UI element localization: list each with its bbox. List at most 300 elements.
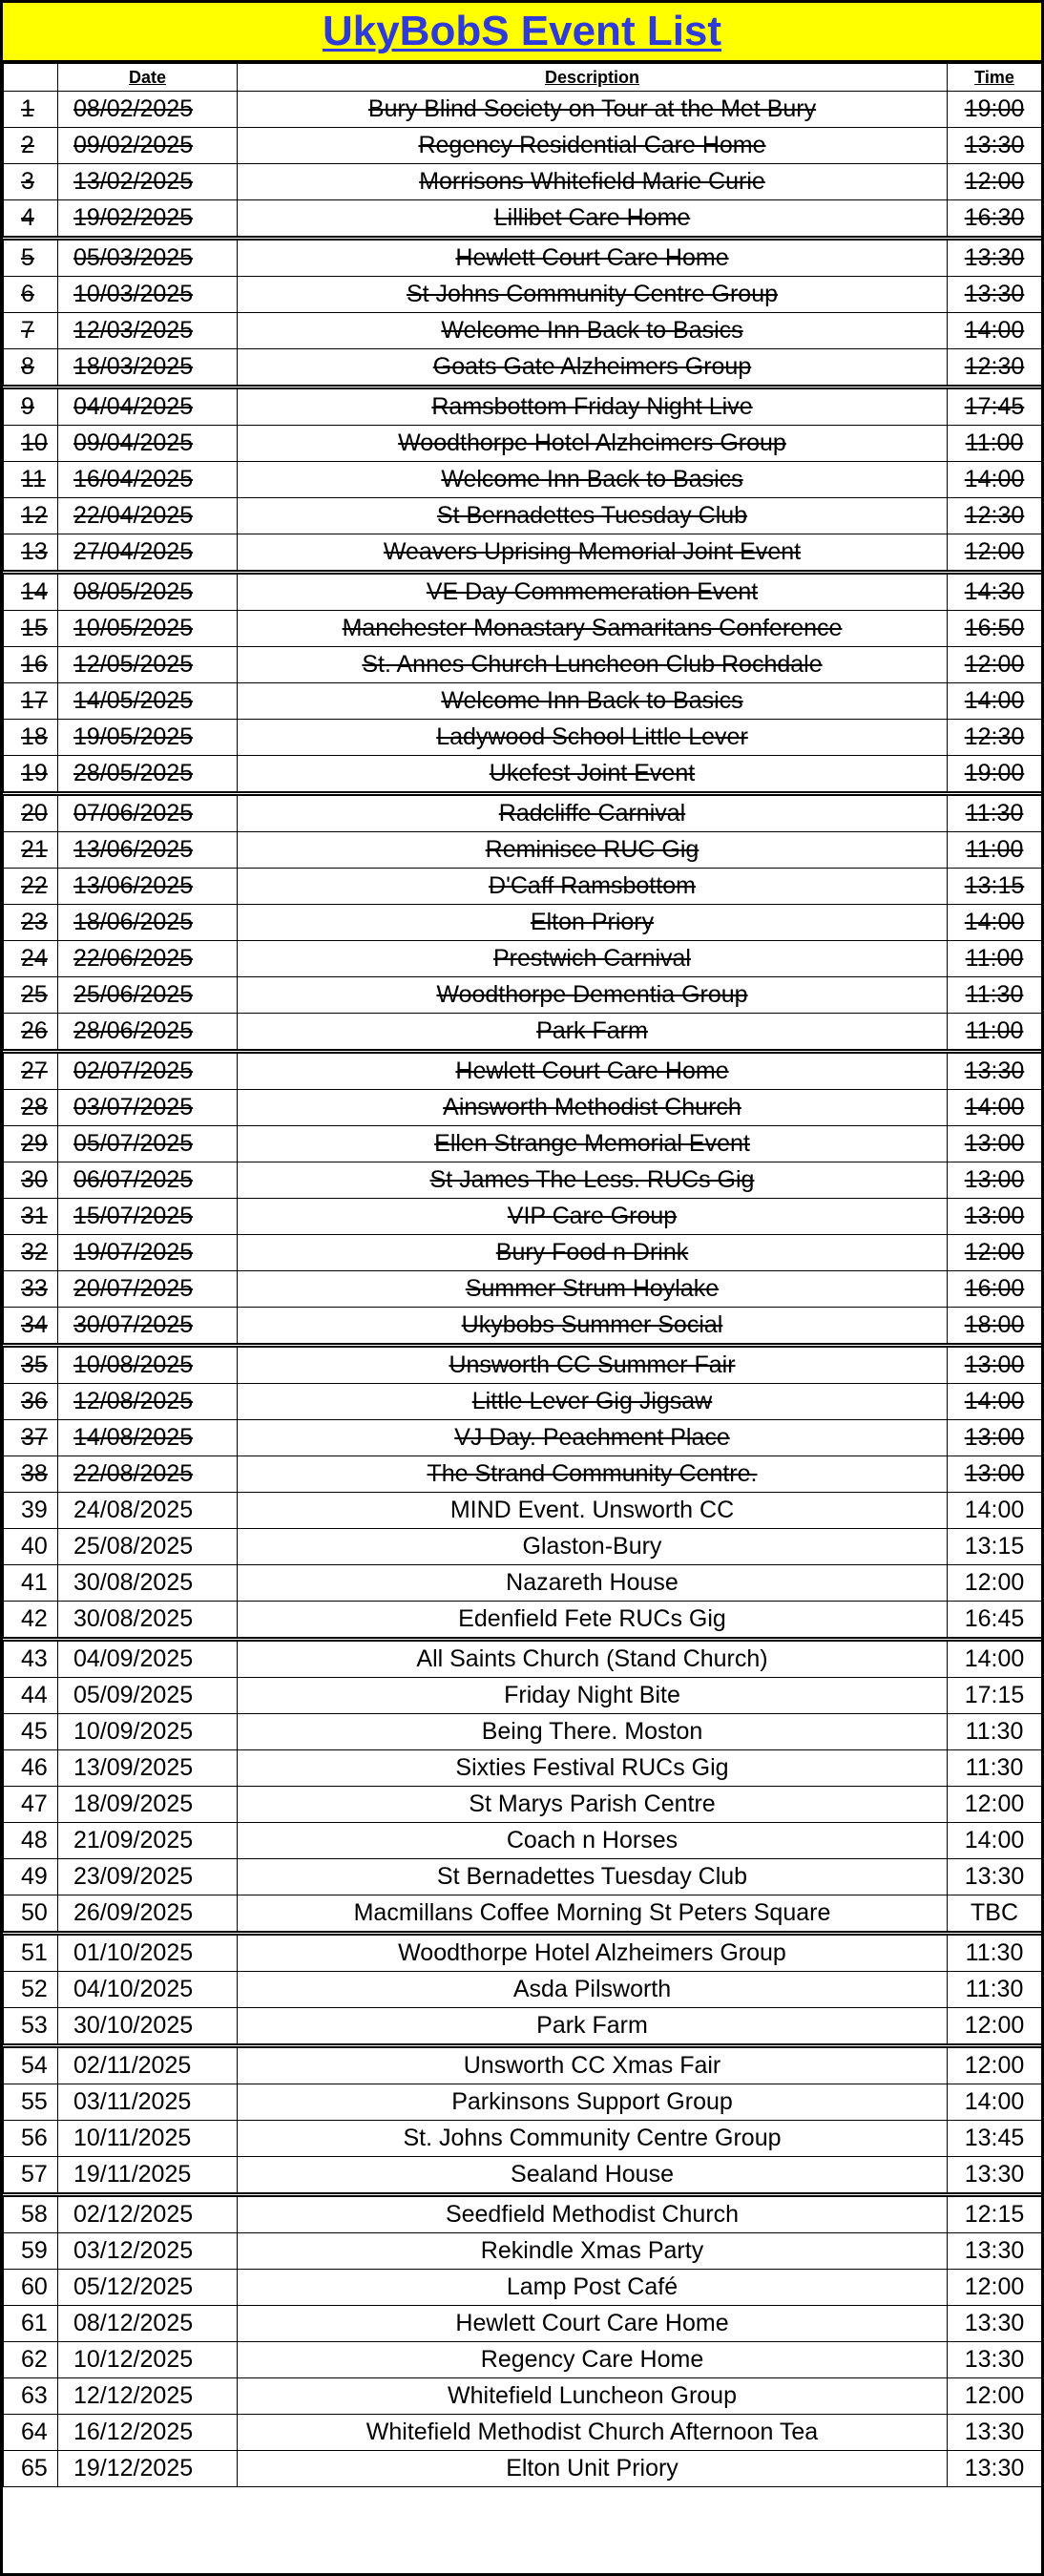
event-description: The Strand Community Centre. (238, 1456, 948, 1493)
event-date: 19/11/2025 (58, 2157, 238, 2195)
page-title: UkyBobS Event List (322, 8, 722, 54)
event-number: 44 (4, 1678, 58, 1714)
event-number: 64 (4, 2415, 58, 2451)
table-row (4, 92, 1042, 128)
event-time: 12:30 (948, 498, 1042, 534)
event-description: Glaston-Bury (238, 1529, 948, 1565)
event-time: 12:00 (948, 2008, 1042, 2046)
header-row (4, 64, 1042, 92)
header-description: Description (238, 64, 948, 92)
table-row (4, 1529, 1042, 1565)
event-description: Hewlett Court Care Home (238, 239, 948, 277)
event-description: Macmillans Coffee Morning St Peters Square (238, 1895, 948, 1934)
table-row (4, 1384, 1042, 1420)
event-date: 25/08/2025 (58, 1529, 238, 1565)
table-row (4, 2046, 1042, 2084)
event-date: 21/09/2025 (58, 1823, 238, 1859)
event-date: 03/07/2025 (58, 1090, 238, 1126)
event-date: 13/06/2025 (58, 832, 238, 869)
table-row (4, 387, 1042, 426)
event-description: St. Annes Church Luncheon Club Rochdale (238, 647, 948, 683)
event-date: 13/02/2025 (58, 164, 238, 200)
event-date: 05/09/2025 (58, 1678, 238, 1714)
event-number: 52 (4, 1972, 58, 2008)
event-description: Hewlett Court Care Home (238, 1052, 948, 1090)
event-time: 14:00 (948, 905, 1042, 941)
header-num (4, 64, 58, 92)
table-row (4, 128, 1042, 164)
event-number: 63 (4, 2378, 58, 2415)
event-time: 18:00 (948, 1308, 1042, 1346)
event-description: Unsworth CC Xmas Fair (238, 2046, 948, 2084)
event-date: 18/03/2025 (58, 349, 238, 387)
table-row (4, 164, 1042, 200)
event-date: 23/09/2025 (58, 1859, 238, 1895)
table-row (4, 832, 1042, 869)
table-row (4, 2378, 1042, 2415)
header-time: Time (948, 64, 1042, 92)
event-description: Goats Gate Alzheimers Group (238, 349, 948, 387)
event-number: 1 (4, 92, 58, 128)
event-description: Ladywood School Little Lever (238, 720, 948, 756)
table-row (4, 1602, 1042, 1640)
event-description: Edenfield Fete RUCs Gig (238, 1602, 948, 1640)
event-time: 13:30 (948, 2306, 1042, 2342)
event-date: 09/04/2025 (58, 426, 238, 462)
table-row (4, 1126, 1042, 1162)
table-row (4, 1162, 1042, 1199)
event-time: 13:45 (948, 2121, 1042, 2157)
event-number: 33 (4, 1271, 58, 1308)
table-row (4, 1346, 1042, 1384)
table-row (4, 1714, 1042, 1750)
event-description: Ramsbottom Friday Night Live (238, 387, 948, 426)
event-number: 9 (4, 387, 58, 426)
table-row (4, 2084, 1042, 2121)
event-number: 8 (4, 349, 58, 387)
event-description: Hewlett Court Care Home (238, 2306, 948, 2342)
event-date: 05/12/2025 (58, 2270, 238, 2306)
table-row (4, 239, 1042, 277)
table-row (4, 1750, 1042, 1787)
event-time: 12:00 (948, 1565, 1042, 1602)
event-description: Little Lever Gig Jigsaw (238, 1384, 948, 1420)
event-number: 43 (4, 1640, 58, 1678)
event-time: 13:00 (948, 1199, 1042, 1235)
event-time: 13:30 (948, 2451, 1042, 2487)
event-number: 26 (4, 1014, 58, 1052)
event-date: 14/05/2025 (58, 683, 238, 720)
table-row (4, 1420, 1042, 1456)
event-number: 34 (4, 1308, 58, 1346)
table-row (4, 683, 1042, 720)
event-number: 28 (4, 1090, 58, 1126)
event-number: 27 (4, 1052, 58, 1090)
table-row (4, 1456, 1042, 1493)
event-description: Welcome Inn Back to Basics (238, 683, 948, 720)
event-description: Elton Priory (238, 905, 948, 941)
event-date: 06/07/2025 (58, 1162, 238, 1199)
table-row (4, 1678, 1042, 1714)
table-row (4, 647, 1042, 683)
table-row (4, 1640, 1042, 1678)
event-time: 13:30 (948, 2342, 1042, 2378)
event-date: 05/07/2025 (58, 1126, 238, 1162)
table-row (4, 1787, 1042, 1823)
event-time: 11:30 (948, 1714, 1042, 1750)
event-time: 13:30 (948, 277, 1042, 313)
event-date: 15/07/2025 (58, 1199, 238, 1235)
event-description: Regency Care Home (238, 2342, 948, 2378)
table-row (4, 2415, 1042, 2451)
table-row (4, 1308, 1042, 1346)
event-time: 11:00 (948, 1014, 1042, 1052)
event-number: 6 (4, 277, 58, 313)
event-time: 11:30 (948, 1750, 1042, 1787)
event-date: 22/06/2025 (58, 941, 238, 977)
table-row (4, 1271, 1042, 1308)
event-time: 13:30 (948, 2415, 1042, 2451)
event-time: 17:45 (948, 387, 1042, 426)
event-number: 4 (4, 200, 58, 239)
event-time: TBC (948, 1895, 1042, 1934)
event-time: 13:00 (948, 1126, 1042, 1162)
event-number: 54 (4, 2046, 58, 2084)
event-description: Regency Residential Care Home (238, 128, 948, 164)
event-number: 25 (4, 977, 58, 1014)
table-row (4, 2270, 1042, 2306)
event-date: 13/06/2025 (58, 869, 238, 905)
event-description: Bury Food n Drink (238, 1235, 948, 1271)
table-row (4, 794, 1042, 832)
event-time: 13:30 (948, 2157, 1042, 2195)
event-date: 16/12/2025 (58, 2415, 238, 2451)
event-date: 19/12/2025 (58, 2451, 238, 2487)
event-number: 56 (4, 2121, 58, 2157)
event-date: 22/08/2025 (58, 1456, 238, 1493)
table-row (4, 2121, 1042, 2157)
table-row (4, 1235, 1042, 1271)
event-time: 14:00 (948, 1090, 1042, 1126)
event-number: 41 (4, 1565, 58, 1602)
event-time: 16:30 (948, 200, 1042, 239)
event-number: 11 (4, 462, 58, 498)
table-row (4, 905, 1042, 941)
event-description: Parkinsons Support Group (238, 2084, 948, 2121)
events-table (3, 63, 1042, 2487)
event-number: 35 (4, 1346, 58, 1384)
event-date: 03/12/2025 (58, 2233, 238, 2270)
table-row (4, 1823, 1042, 1859)
event-date: 08/05/2025 (58, 573, 238, 611)
event-date: 10/09/2025 (58, 1714, 238, 1750)
event-number: 47 (4, 1787, 58, 1823)
event-time: 11:30 (948, 977, 1042, 1014)
event-description: St Marys Parish Centre (238, 1787, 948, 1823)
event-time: 12:00 (948, 164, 1042, 200)
event-time: 11:30 (948, 794, 1042, 832)
table-row (4, 1972, 1042, 2008)
event-date: 10/05/2025 (58, 611, 238, 647)
event-time: 13:00 (948, 1346, 1042, 1384)
event-date: 12/08/2025 (58, 1384, 238, 1420)
event-date: 10/11/2025 (58, 2121, 238, 2157)
event-date: 02/12/2025 (58, 2195, 238, 2233)
header-date: Date (58, 64, 238, 92)
event-number: 55 (4, 2084, 58, 2121)
event-number: 36 (4, 1384, 58, 1420)
event-description: VE Day Commemeration Event (238, 573, 948, 611)
event-date: 16/04/2025 (58, 462, 238, 498)
event-time: 12:30 (948, 349, 1042, 387)
event-number: 51 (4, 1934, 58, 1972)
event-date: 30/08/2025 (58, 1565, 238, 1602)
event-date: 12/12/2025 (58, 2378, 238, 2415)
event-time: 16:50 (948, 611, 1042, 647)
event-description: St Bernadettes Tuesday Club (238, 1859, 948, 1895)
event-number: 53 (4, 2008, 58, 2046)
event-date: 08/12/2025 (58, 2306, 238, 2342)
event-description: Morrisons Whitefield Marie Curie (238, 164, 948, 200)
event-number: 65 (4, 2451, 58, 2487)
event-description: Prestwich Carnival (238, 941, 948, 977)
event-date: 07/06/2025 (58, 794, 238, 832)
event-number: 50 (4, 1895, 58, 1934)
event-number: 10 (4, 426, 58, 462)
event-time: 12:00 (948, 1787, 1042, 1823)
event-number: 22 (4, 869, 58, 905)
event-description: Weavers Uprising Memorial Joint Event (238, 534, 948, 573)
event-date: 30/07/2025 (58, 1308, 238, 1346)
event-description: Welcome Inn Back to Basics (238, 462, 948, 498)
event-date: 30/08/2025 (58, 1602, 238, 1640)
event-number: 31 (4, 1199, 58, 1235)
event-description: St James The Less. RUCs Gig (238, 1162, 948, 1199)
event-time: 13:30 (948, 2233, 1042, 2270)
event-number: 49 (4, 1859, 58, 1895)
event-description: Asda Pilsworth (238, 1972, 948, 2008)
event-description: Rekindle Xmas Party (238, 2233, 948, 2270)
event-date: 22/04/2025 (58, 498, 238, 534)
event-date: 26/09/2025 (58, 1895, 238, 1934)
event-date: 05/03/2025 (58, 239, 238, 277)
event-number: 15 (4, 611, 58, 647)
event-description: St Bernadettes Tuesday Club (238, 498, 948, 534)
table-row (4, 277, 1042, 313)
table-row (4, 498, 1042, 534)
table-row (4, 1493, 1042, 1529)
event-time: 14:00 (948, 1384, 1042, 1420)
table-row (4, 1565, 1042, 1602)
event-description: Ukefest Joint Event (238, 756, 948, 794)
event-time: 13:15 (948, 869, 1042, 905)
event-time: 12:00 (948, 534, 1042, 573)
table-row (4, 2451, 1042, 2487)
table-row (4, 977, 1042, 1014)
table-row (4, 1052, 1042, 1090)
event-time: 14:00 (948, 2084, 1042, 2121)
event-number: 37 (4, 1420, 58, 1456)
event-number: 60 (4, 2270, 58, 2306)
event-number: 2 (4, 128, 58, 164)
event-date: 24/08/2025 (58, 1493, 238, 1529)
event-time: 14:30 (948, 573, 1042, 611)
event-date: 04/10/2025 (58, 1972, 238, 2008)
event-description: Whitefield Methodist Church Afternoon Tea (238, 2415, 948, 2451)
event-number: 45 (4, 1714, 58, 1750)
event-description: Coach n Horses (238, 1823, 948, 1859)
event-time: 13:30 (948, 1859, 1042, 1895)
event-time: 19:00 (948, 92, 1042, 128)
event-number: 38 (4, 1456, 58, 1493)
event-description: MIND Event. Unsworth CC (238, 1493, 948, 1529)
event-time: 11:00 (948, 941, 1042, 977)
event-description: Nazareth House (238, 1565, 948, 1602)
table-row (4, 1859, 1042, 1895)
event-date: 14/08/2025 (58, 1420, 238, 1456)
table-row (4, 2008, 1042, 2046)
event-number: 58 (4, 2195, 58, 2233)
event-number: 3 (4, 164, 58, 200)
event-time: 13:00 (948, 1162, 1042, 1199)
event-time: 13:15 (948, 1529, 1042, 1565)
event-description: Elton Unit Priory (238, 2451, 948, 2487)
event-number: 14 (4, 573, 58, 611)
event-date: 25/06/2025 (58, 977, 238, 1014)
event-number: 18 (4, 720, 58, 756)
table-row (4, 573, 1042, 611)
table-row (4, 349, 1042, 387)
event-date: 28/05/2025 (58, 756, 238, 794)
event-date: 10/08/2025 (58, 1346, 238, 1384)
table-row (4, 720, 1042, 756)
event-description: Woodthorpe Hotel Alzheimers Group (238, 1934, 948, 1972)
event-description: Lillibet Care Home (238, 200, 948, 239)
event-time: 17:15 (948, 1678, 1042, 1714)
event-time: 14:00 (948, 1640, 1042, 1678)
event-description: St. Johns Community Centre Group (238, 2121, 948, 2157)
event-description: Radcliffe Carnival (238, 794, 948, 832)
event-number: 17 (4, 683, 58, 720)
event-number: 61 (4, 2306, 58, 2342)
event-date: 02/07/2025 (58, 1052, 238, 1090)
event-date: 12/03/2025 (58, 313, 238, 349)
event-time: 14:00 (948, 1493, 1042, 1529)
event-time: 12:30 (948, 720, 1042, 756)
table-row (4, 426, 1042, 462)
table-row (4, 756, 1042, 794)
event-date: 19/02/2025 (58, 200, 238, 239)
event-description: Ellen Strange Memorial Event (238, 1126, 948, 1162)
event-description: Summer Strum Hoylake (238, 1271, 948, 1308)
event-time: 14:00 (948, 462, 1042, 498)
event-date: 13/09/2025 (58, 1750, 238, 1787)
event-number: 62 (4, 2342, 58, 2378)
event-description: Sealand House (238, 2157, 948, 2195)
event-number: 59 (4, 2233, 58, 2270)
event-number: 40 (4, 1529, 58, 1565)
event-description: Friday Night Bite (238, 1678, 948, 1714)
table-row (4, 200, 1042, 239)
event-description: Being There. Moston (238, 1714, 948, 1750)
event-description: Bury Blind Society on Tour at the Met Bury (238, 92, 948, 128)
event-date: 30/10/2025 (58, 2008, 238, 2046)
event-number: 24 (4, 941, 58, 977)
event-description: Whitefield Luncheon Group (238, 2378, 948, 2415)
event-time: 12:00 (948, 2270, 1042, 2306)
event-number: 12 (4, 498, 58, 534)
event-description: Sixties Festival RUCs Gig (238, 1750, 948, 1787)
event-number: 13 (4, 534, 58, 573)
table-row (4, 941, 1042, 977)
event-date: 20/07/2025 (58, 1271, 238, 1308)
event-description: All Saints Church (Stand Church) (238, 1640, 948, 1678)
event-description: Park Farm (238, 1014, 948, 1052)
event-date: 18/06/2025 (58, 905, 238, 941)
event-time: 11:30 (948, 1934, 1042, 1972)
event-time: 16:45 (948, 1602, 1042, 1640)
event-date: 27/04/2025 (58, 534, 238, 573)
event-number: 48 (4, 1823, 58, 1859)
table-row (4, 462, 1042, 498)
event-time: 13:30 (948, 1052, 1042, 1090)
event-date: 08/02/2025 (58, 92, 238, 128)
table-row (4, 869, 1042, 905)
table-row (4, 1199, 1042, 1235)
event-description: Ainsworth Methodist Church (238, 1090, 948, 1126)
event-time: 13:00 (948, 1456, 1042, 1493)
event-number: 30 (4, 1162, 58, 1199)
table-body (4, 92, 1042, 2487)
event-date: 03/11/2025 (58, 2084, 238, 2121)
table-row (4, 611, 1042, 647)
event-time: 12:00 (948, 647, 1042, 683)
event-number: 57 (4, 2157, 58, 2195)
event-time: 14:00 (948, 313, 1042, 349)
event-time: 14:00 (948, 1823, 1042, 1859)
event-number: 32 (4, 1235, 58, 1271)
event-description: Lamp Post Café (238, 2270, 948, 2306)
event-time: 13:00 (948, 1420, 1042, 1456)
event-description: Park Farm (238, 2008, 948, 2046)
event-number: 7 (4, 313, 58, 349)
table-row (4, 313, 1042, 349)
event-description: Welcome Inn Back to Basics (238, 313, 948, 349)
table-row (4, 1895, 1042, 1934)
table-row (4, 2342, 1042, 2378)
event-description: Woodthorpe Dementia Group (238, 977, 948, 1014)
event-description: Ukybobs Summer Social (238, 1308, 948, 1346)
event-description: Seedfield Methodist Church (238, 2195, 948, 2233)
event-date: 19/05/2025 (58, 720, 238, 756)
event-description: Manchester Monastary Samaritans Conference (238, 611, 948, 647)
event-time: 12:00 (948, 2378, 1042, 2415)
event-number: 5 (4, 239, 58, 277)
event-description: Unsworth CC Summer Fair (238, 1346, 948, 1384)
event-time: 13:30 (948, 239, 1042, 277)
title-banner (3, 3, 1041, 63)
table-row (4, 1014, 1042, 1052)
event-date: 02/11/2025 (58, 2046, 238, 2084)
event-number: 16 (4, 647, 58, 683)
event-number: 46 (4, 1750, 58, 1787)
table-header (4, 64, 1042, 92)
event-description: VJ Day. Peachment Place (238, 1420, 948, 1456)
table-row (4, 2233, 1042, 2270)
event-description: Woodthorpe Hotel Alzheimers Group (238, 426, 948, 462)
event-time: 11:30 (948, 1972, 1042, 2008)
event-date: 18/09/2025 (58, 1787, 238, 1823)
